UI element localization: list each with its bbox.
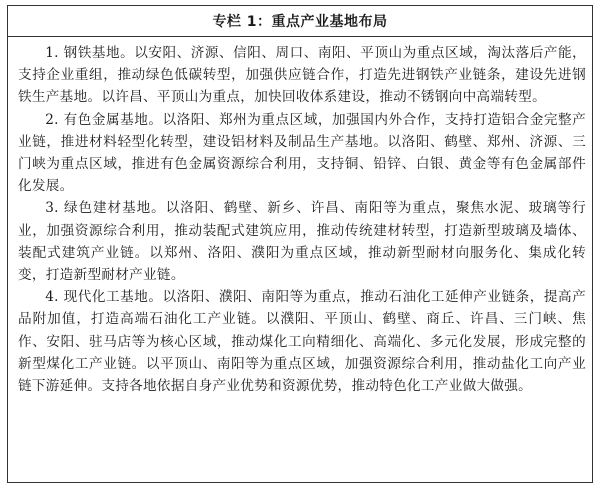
- paragraph-chemical-base: 4. 现代化工基地。以洛阳、濮阳、南阳等为重点，推动石油化工延伸产业链条，提高产品附加值，打造高端石油化工产业链。以濮阳、平顶山、鹤壁、商丘、许昌、三门峡、焦作、安阳、驻马店等为核心区域，推动煤化工向精细化、高端化、多元化发展，形成完整的新型煤化工产业链。以平顶山、南阳等为重点区域，加强资源综合利用，推动盐化工向产业链下游延伸。支持各地依据自身产业优势和资源优势，推动特色化工产业做大做强。: [18, 289, 586, 395]
- paragraph-nonferrous-base: 2. 有色金属基地。以洛阳、郑州为重点区域，加强国内外合作，支持打造铝合金完整产业链，推进材料轻型化转型，建设铝材料及制品生产基地。以洛阳、鹤壁、郑州、济源、三门峡为重点区域，推进有色金属资源综合利用，支持铜、铅锌、白银、黄金等有色金属部件化发展。: [18, 111, 586, 195]
- title-bar: [8, 6, 592, 37]
- column-box: [7, 5, 593, 483]
- paragraph-building-materials-base: 3. 绿色建材基地。以洛阳、鹤壁、新乡、许昌、南阳等为重点，聚焦水泥、玻璃等行业，加强资源综合利用，推动装配式建筑应用，推动传统建材转型，打造新型玻璃及墙体、装配式建筑产业链。以郑州、洛阳、濮阳为重点区域，推动新型耐材向服务化、集成化转变，打造新型耐材产业链。: [18, 200, 586, 284]
- paragraph-steel-base: 1. 钢铁基地。以安阳、济源、信阳、周口、南阳、平顶山为重点区域，淘汰落后产能，支持企业重组，推动绿色低碳转型，加强供应链合作，打造先进钢铁产业链条，建设先进钢铁生产基地。以许昌、平顶山为重点，加快回收体系建设，推动不锈钢向中高端转型。: [18, 45, 586, 106]
- column-content: [8, 37, 592, 397]
- column-title: 专栏 1：重点产业基地布局: [212, 14, 388, 30]
